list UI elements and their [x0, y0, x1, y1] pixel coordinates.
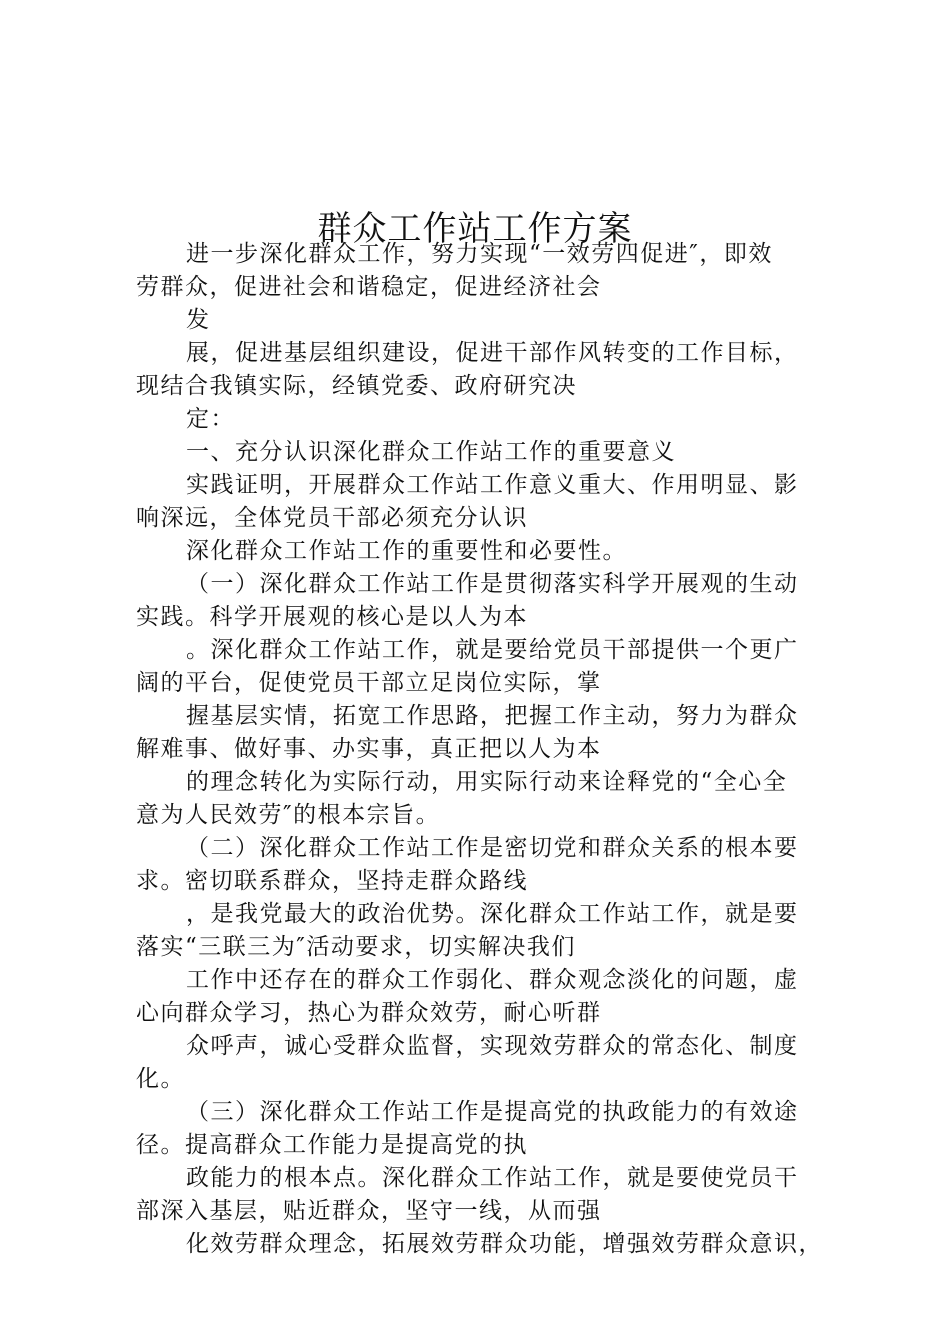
text-line: 展，促进基层组织建设，促进干部作风转变的工作目标， — [186, 340, 799, 366]
text-line: 部深入基层，贴近群众，坚守一线，从而强 — [136, 1198, 602, 1224]
text-line: 意为人民效劳″的根本宗旨。 — [136, 802, 441, 828]
text-line: 响深远，全体党员干部必须充分认识 — [136, 505, 528, 531]
text-line: 解难事、做好事、办实事，真正把以人为本 — [136, 736, 602, 762]
text-line: 政能力的根本点。深化群众工作站工作，就是要使党员干 — [186, 1165, 799, 1191]
text-line: （三）深化群众工作站工作是提高党的执政能力的有效途 — [186, 1099, 799, 1125]
text-line: 实践证明，开展群众工作站工作意义重大、作用明显、影 — [186, 472, 799, 498]
text-line: （一）深化群众工作站工作是贯彻落实科学开展观的生动 — [186, 571, 799, 597]
document-body — [136, 238, 826, 1261]
text-line: ，是我党最大的政治优势。深化群众工作站工作，就是要 — [186, 901, 799, 927]
text-line: 。深化群众工作站工作，就是要给党员干部提供一个更广 — [186, 637, 799, 663]
text-line: 发 — [186, 307, 211, 333]
text-line: 一、充分认识深化群众工作站工作的重要意义 — [186, 439, 676, 465]
text-line: 众呼声，诚心受群众监督，实现效劳群众的常态化、制度 — [186, 1033, 799, 1059]
text-line: 心向群众学习，热心为群众效劳，耐心听群 — [136, 1000, 602, 1026]
text-line: 工作中还存在的群众工作弱化、群众观念淡化的问题，虚 — [186, 967, 799, 993]
text-line: 阔的平台，促使党员干部立足岗位实际，掌 — [136, 670, 602, 696]
text-line: 劳群众，促进社会和谐稳定，促进经济社会 — [136, 274, 602, 300]
text-line: 握基层实情，拓宽工作思路，把握工作主动，努力为群众 — [186, 703, 799, 729]
text-line: 化效劳群众理念，拓展效劳群众功能，增强效劳群众意识， — [186, 1231, 823, 1257]
text-line: 化。 — [136, 1066, 185, 1092]
text-line: 径。提高群众工作能力是提高党的执 — [136, 1132, 528, 1158]
text-line: 定： — [186, 406, 235, 432]
text-line: 落实“三联三为″活动要求，切实解决我们 — [136, 934, 576, 960]
text-line: 现结合我镇实际，经镇党委、政府研究决 — [136, 373, 577, 399]
text-line: 深化群众工作站工作的重要性和必要性。 — [186, 538, 627, 564]
text-line: 实践。科学开展观的核心是以人为本 — [136, 604, 528, 630]
document-title: 群众工作站工作方案 — [317, 208, 633, 249]
text-line: 求。密切联系群众，坚持走群众路线 — [136, 868, 528, 894]
text-line: 进一步深化群众工作，努力实现“一效劳四促进″，即效 — [186, 241, 773, 267]
text-line: （二）深化群众工作站工作是密切党和群众关系的根本要 — [186, 835, 799, 861]
text-line: 的理念转化为实际行动，用实际行动来诠释党的“全心全 — [186, 769, 788, 795]
